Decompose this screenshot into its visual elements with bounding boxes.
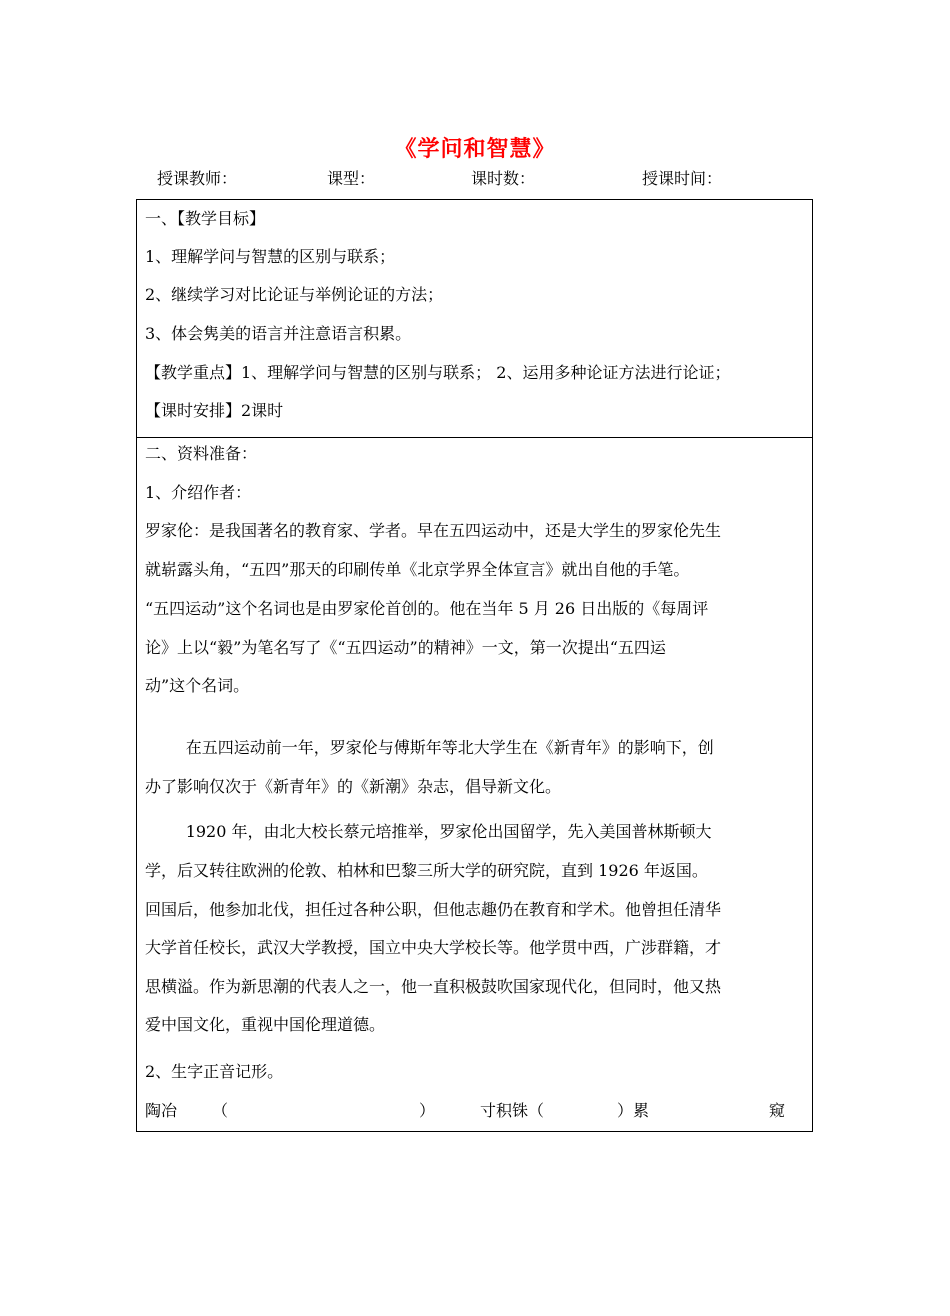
schedule: 【课时安排】2课时 — [145, 401, 284, 420]
bio-line: 动”这个名词。 — [145, 676, 250, 695]
goal-3: 3、体会隽美的语言并注意语言积累。 — [145, 324, 412, 343]
vocab-word: ）累 — [617, 1101, 650, 1120]
bio-line: 在五四运动前一年，罗家伦与傅斯年等北大学生在《新青年》的影响下，创 — [145, 738, 714, 757]
hours-label: 课时数： — [471, 169, 536, 188]
vocab-paren-open: （ — [212, 1101, 229, 1120]
bio-line: 爱中国文化，重视中国伦理道德。 — [145, 1015, 386, 1034]
bio-line: 论》上以“毅”为笔名写了《“五四运动”的精神》一文，第一次提出“五四运 — [145, 638, 666, 657]
section-divider — [137, 437, 812, 438]
goals-heading: 一、【教学目标】 — [145, 209, 266, 228]
bio-line: 就崭露头角，“五四”那天的印刷传单《北京学界全体宣言》就出自他的手笔。 — [145, 560, 690, 579]
lesson-table — [136, 199, 813, 1132]
bio-line: 办了影响仅次于《新青年》的《新潮》杂志，倡导新文化。 — [145, 777, 562, 796]
bio-line: 学，后又转往欧洲的伦敦、柏林和巴黎三所大学的研究院，直到 1926 年返国。 — [145, 861, 708, 880]
vocab-word: 陶冶 — [145, 1101, 178, 1120]
author-intro-heading: 1、介绍作者： — [145, 483, 252, 502]
vocab-row — [137, 1098, 814, 1122]
teaching-focus: 【教学重点】1、理解学问与智慧的区别与联系； 2、运用多种论证方法进行论证； — [145, 363, 731, 382]
vocab-heading: 2、生字正音记形。 — [145, 1062, 284, 1081]
document-title: 《学问和智慧》 — [394, 137, 556, 162]
bio-line: “五四运动”这个名词也是由罗家伦首创的。他在当年 5 月 26 日出版的《每周评 — [145, 599, 709, 618]
bio-line: 思横溢。作为新思潮的代表人之一，他一直积极鼓吹国家现代化，但同时，他又热 — [145, 977, 722, 996]
goal-1: 1、理解学问与智慧的区别与联系； — [145, 247, 396, 266]
materials-heading: 二、资料准备： — [145, 444, 258, 463]
time-label: 授课时间： — [642, 169, 723, 188]
teacher-label: 授课教师： — [157, 169, 238, 188]
lesson-type-label: 课型： — [327, 169, 376, 188]
vocab-paren-close: ） — [419, 1101, 436, 1120]
vocab-word: 窥 — [769, 1101, 786, 1120]
bio-line: 回国后，他参加北伐，担任过各种公职，但他志趣仍在教育和学术。他曾担任清华 — [145, 900, 722, 919]
bio-line: 罗家伦：是我国著名的教育家、学者。早在五四运动中，还是大学生的罗家伦先生 — [145, 521, 722, 540]
bio-line: 1920 年，由北大校长蔡元培推举，罗家伦出国留学，先入美国普林斯顿大 — [145, 822, 712, 841]
goal-2: 2、继续学习对比论证与举例论证的方法； — [145, 285, 444, 304]
bio-line: 大学首任校长，武汉大学教授，国立中央大学校长等。他学贯中西，广涉群籍，才 — [145, 938, 722, 957]
vocab-word: 寸积铢（ — [480, 1101, 545, 1120]
